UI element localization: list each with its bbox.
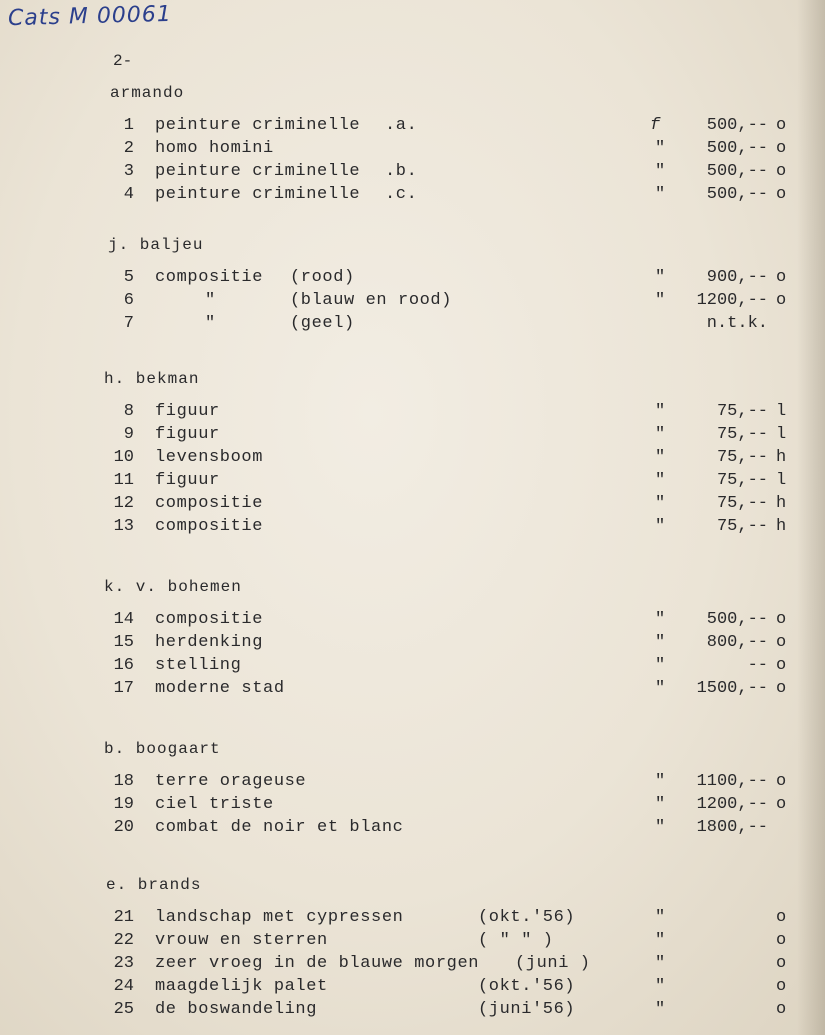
item-number: 9 <box>123 425 134 444</box>
item-extra: .b. <box>385 162 418 181</box>
item-code: o <box>776 908 787 927</box>
ditto-mark: " <box>655 448 666 467</box>
item-extra: (okt.'56) <box>478 908 576 927</box>
item-code: o <box>776 116 787 135</box>
catalog-row <box>0 268 825 290</box>
item-title: compositie <box>155 517 264 536</box>
item-title: figuur <box>155 471 220 490</box>
item-price: 75,-- <box>716 517 768 536</box>
item-title: peinture criminelle <box>155 185 361 204</box>
item-number: 8 <box>123 402 134 421</box>
catalog-row <box>0 162 825 184</box>
item-number: 3 <box>123 162 134 181</box>
catalog-row <box>0 818 825 840</box>
item-code: o <box>776 1000 787 1019</box>
item-number: 14 <box>113 610 134 629</box>
ditto-mark: " <box>655 139 666 158</box>
item-extra: (juni'56) <box>478 1000 576 1019</box>
item-number: 11 <box>113 471 134 490</box>
artist-heading: h. bekman <box>104 370 200 388</box>
item-price: 1500,-- <box>696 679 768 698</box>
item-extra: (okt.'56) <box>478 977 576 996</box>
item-price: -- <box>747 656 768 675</box>
ditto-mark: " <box>655 656 666 675</box>
item-code: o <box>776 772 787 791</box>
item-price: 900,-- <box>706 268 768 287</box>
ditto-mark: " <box>655 679 666 698</box>
item-number: 4 <box>123 185 134 204</box>
catalog-row <box>0 610 825 632</box>
item-title: stelling <box>155 656 242 675</box>
catalog-row <box>0 1000 825 1022</box>
item-price: 500,-- <box>706 162 768 181</box>
item-extra: .c. <box>385 185 418 204</box>
item-code: h <box>776 517 787 536</box>
item-title: figuur <box>155 402 220 421</box>
item-extra: ( " " ) <box>478 931 554 950</box>
item-number: 5 <box>123 268 134 287</box>
item-code: o <box>776 610 787 629</box>
item-price: 75,-- <box>716 402 768 421</box>
item-title: combat de noir et blanc <box>155 818 404 837</box>
item-title: de boswandeling <box>155 1000 318 1019</box>
item-code: o <box>776 931 787 950</box>
catalog-row <box>0 795 825 817</box>
ditto-mark: " <box>655 633 666 652</box>
item-extra: (blauw en rood) <box>290 291 453 310</box>
artist-heading: armando <box>110 84 185 102</box>
item-number: 13 <box>113 517 134 536</box>
item-title: vrouw en sterren <box>155 931 328 950</box>
item-price: 500,-- <box>706 610 768 629</box>
ditto-mark: " <box>655 977 666 996</box>
item-price: 75,-- <box>716 471 768 490</box>
item-number: 22 <box>113 931 134 950</box>
item-code: h <box>776 494 787 513</box>
item-code: h <box>776 448 787 467</box>
item-price: 800,-- <box>706 633 768 652</box>
item-code: o <box>776 679 787 698</box>
catalog-row <box>0 139 825 161</box>
item-code: l <box>776 402 787 421</box>
item-extra: (geel) <box>290 314 355 333</box>
ditto-mark: " <box>655 494 666 513</box>
item-price: 1800,-- <box>696 818 768 837</box>
catalog-row <box>0 633 825 655</box>
item-number: 24 <box>113 977 134 996</box>
item-code: l <box>776 425 787 444</box>
ditto-mark: " <box>655 818 666 837</box>
item-number: 1 <box>123 116 134 135</box>
artist-heading: e. brands <box>106 876 202 894</box>
item-number: 15 <box>113 633 134 652</box>
item-title: peinture criminelle <box>155 116 361 135</box>
item-title: peinture criminelle <box>155 162 361 181</box>
ditto-mark: " <box>655 471 666 490</box>
item-code: o <box>776 977 787 996</box>
item-number: 21 <box>113 908 134 927</box>
item-number: 6 <box>123 291 134 310</box>
ditto-mark: " <box>655 610 666 629</box>
item-price: 500,-- <box>706 116 768 135</box>
item-title: zeer vroeg in de blauwe morgen <box>155 954 480 973</box>
catalog-row <box>0 908 825 930</box>
catalog-row <box>0 494 825 516</box>
currency-symbol: f <box>650 116 661 135</box>
page-number: 2- <box>113 52 133 70</box>
catalog-row <box>0 185 825 207</box>
catalog-row <box>0 954 825 976</box>
catalog-row <box>0 448 825 470</box>
item-price: 500,-- <box>706 139 768 158</box>
item-number: 17 <box>113 679 134 698</box>
catalog-row <box>0 517 825 539</box>
ditto-mark: " <box>655 908 666 927</box>
item-title: ciel triste <box>155 795 274 814</box>
catalog-row <box>0 772 825 794</box>
item-number: 2 <box>123 139 134 158</box>
item-price: n.t.k. <box>706 314 768 333</box>
catalog-row <box>0 931 825 953</box>
item-title: compositie <box>155 610 264 629</box>
item-code: o <box>776 139 787 158</box>
item-title: maagdelijk palet <box>155 977 328 996</box>
ditto-mark: " <box>655 185 666 204</box>
item-number: 16 <box>113 656 134 675</box>
item-number: 20 <box>113 818 134 837</box>
ditto-mark: " <box>655 402 666 421</box>
item-code: l <box>776 471 787 490</box>
item-price: 75,-- <box>716 448 768 467</box>
item-extra: (juni ) <box>515 954 591 973</box>
ditto-mark: " <box>655 931 666 950</box>
item-title: herdenking <box>155 633 264 652</box>
item-code: o <box>776 291 787 310</box>
catalog-row <box>0 656 825 678</box>
item-number: 12 <box>113 494 134 513</box>
catalog-row <box>0 402 825 424</box>
item-price: 75,-- <box>716 425 768 444</box>
ditto-mark: " <box>655 517 666 536</box>
item-code: o <box>776 656 787 675</box>
item-number: 10 <box>113 448 134 467</box>
catalog-row <box>0 291 825 313</box>
item-title: terre orageuse <box>155 772 307 791</box>
item-number: 19 <box>113 795 134 814</box>
item-extra: (rood) <box>290 268 355 287</box>
ditto-mark: " <box>655 162 666 181</box>
item-title: " <box>205 314 216 333</box>
catalog-row <box>0 679 825 701</box>
item-price: 1200,-- <box>696 291 768 310</box>
item-title: compositie <box>155 268 264 287</box>
catalog-row <box>0 314 825 336</box>
artist-heading: k. v. bohemen <box>104 578 242 596</box>
item-price: 1200,-- <box>696 795 768 814</box>
catalog-row <box>0 425 825 447</box>
item-code: o <box>776 795 787 814</box>
artist-heading: j. baljeu <box>108 236 204 254</box>
item-title: compositie <box>155 494 264 513</box>
artist-heading: b. boogaart <box>104 740 221 758</box>
catalog-row <box>0 471 825 493</box>
item-number: 23 <box>113 954 134 973</box>
ditto-mark: " <box>655 772 666 791</box>
item-code: o <box>776 268 787 287</box>
item-price: 75,-- <box>716 494 768 513</box>
catalog-row <box>0 116 825 138</box>
item-code: o <box>776 185 787 204</box>
item-code: o <box>776 633 787 652</box>
catalog-row <box>0 977 825 999</box>
item-title: moderne stad <box>155 679 285 698</box>
handwritten-annotation: Cats M 00061 <box>7 1 173 32</box>
ditto-mark: " <box>655 795 666 814</box>
item-code: o <box>776 162 787 181</box>
item-number: 7 <box>123 314 134 333</box>
ditto-mark: " <box>655 1000 666 1019</box>
item-title: homo homini <box>155 139 274 158</box>
item-title: " <box>205 291 216 310</box>
item-title: figuur <box>155 425 220 444</box>
ditto-mark: " <box>655 291 666 310</box>
item-price: 1100,-- <box>696 772 768 791</box>
ditto-mark: " <box>655 954 666 973</box>
item-code: o <box>776 954 787 973</box>
item-title: levensboom <box>155 448 264 467</box>
ditto-mark: " <box>655 268 666 287</box>
ditto-mark: " <box>655 425 666 444</box>
item-number: 18 <box>113 772 134 791</box>
item-price: 500,-- <box>706 185 768 204</box>
item-number: 25 <box>113 1000 134 1019</box>
item-title: landschap met cypressen <box>155 908 404 927</box>
item-extra: .a. <box>385 116 418 135</box>
